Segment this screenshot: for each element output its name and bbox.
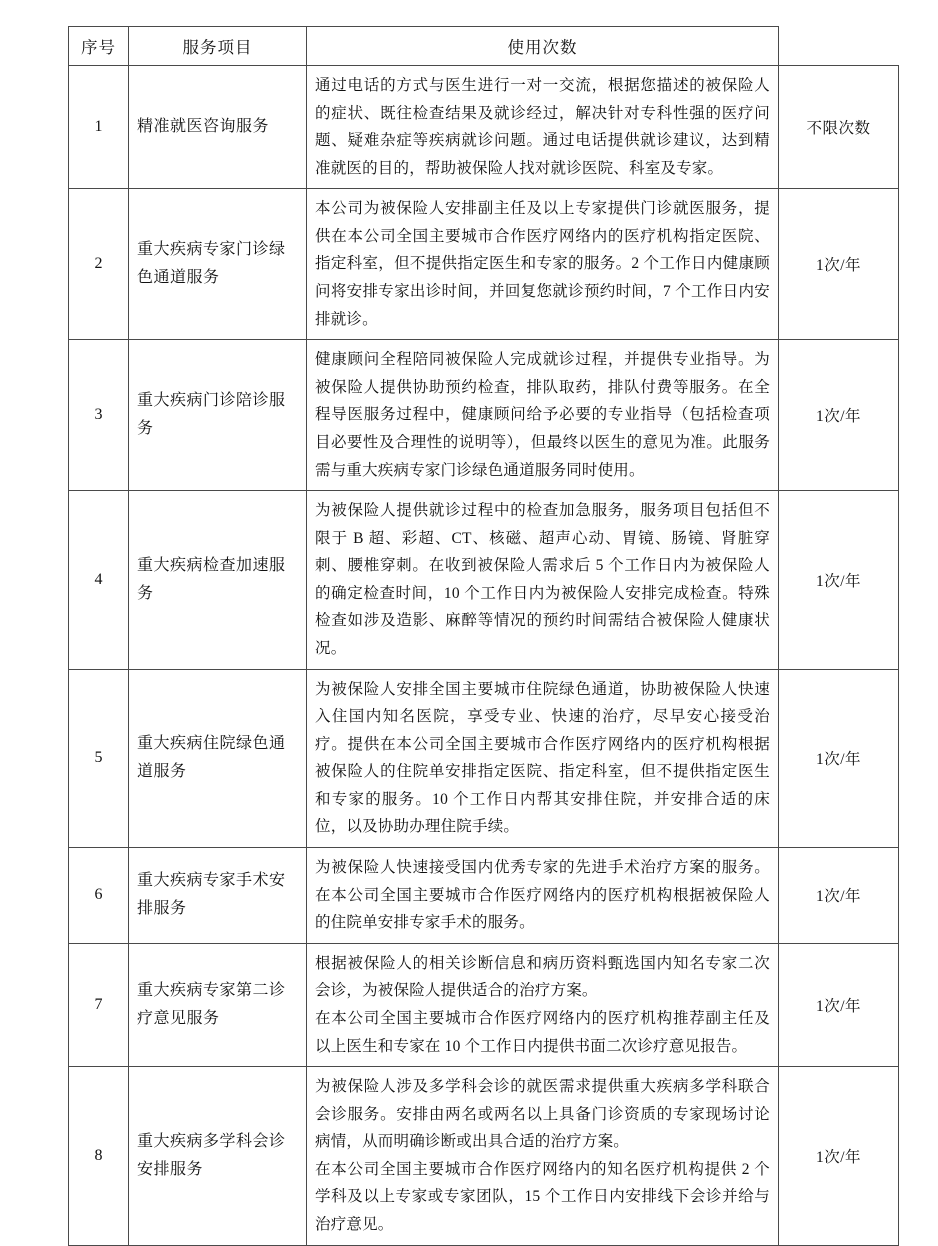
row-usage-times: 1次/年 xyxy=(779,1067,899,1245)
service-table xyxy=(68,26,899,1246)
row-usage-times: 1次/年 xyxy=(779,491,899,669)
row-service-name: 重大疾病专家第二诊疗意见服务 xyxy=(129,943,307,1066)
table-row xyxy=(69,66,899,189)
row-number: 6 xyxy=(69,848,129,944)
description-paragraph: 为被保险人安排全国主要城市住院绿色通道，协助被保险人快速入住国内知名医院，享受专业、快速的治疗，尽早安心接受治疗。提供在本公司全国主要城市合作医疗网络内的医疗机构根据被保险人的住院单安排指定医院、指定科室，但不提供指定医生和专家的服务。10 个工作日内帮其安排住院，并安排合适的床位，以及协助办理住院手续。 xyxy=(315,680,770,836)
header-cell-service: 服务项目 xyxy=(129,27,307,66)
row-service-name: 重大疾病检查加速服务 xyxy=(129,491,307,669)
row-service-description xyxy=(307,669,779,847)
description-paragraph: 为被保险人快速接受国内优秀专家的先进手术治疗方案的服务。在本公司全国主要城市合作医疗网络内的医疗机构根据被保险人的住院单安排专家手术的服务。 xyxy=(315,859,770,932)
row-service-description xyxy=(307,943,779,1066)
row-number: 2 xyxy=(69,189,129,340)
row-service-description xyxy=(307,189,779,340)
row-number: 1 xyxy=(69,66,129,189)
row-number: 5 xyxy=(69,669,129,847)
row-service-description xyxy=(307,491,779,669)
description-paragraph: 健康顾问全程陪同被保险人完成就诊过程，并提供专业指导。为被保险人提供协助预约检查，排队取药，排队付费等服务。在全程导医服务过程中，健康顾问给予必要的专业指导（包括检查项目必要性及合理性的说明等），但最终以医生的意见为准。此服务需与重大疾病专家门诊绿色通道服务同时使用。 xyxy=(315,351,770,479)
description-paragraph: 本公司为被保险人安排副主任及以上专家提供门诊就医服务，提供在本公司全国主要城市合作医疗网络内的医疗机构指定医院、指定科室，但不提供指定医生和专家的服务。2 个工作日内健康顾问将安排专家出诊时间，并回复您就诊预约时间，7 个工作日内安排就诊。 xyxy=(315,200,770,328)
row-service-name: 精准就医咨询服务 xyxy=(129,66,307,189)
table-row xyxy=(69,189,899,340)
row-service-name: 重大疾病门诊陪诊服务 xyxy=(129,340,307,491)
row-service-name: 重大疾病多学科会诊安排服务 xyxy=(129,1067,307,1245)
row-number: 3 xyxy=(69,340,129,491)
table-header-row xyxy=(69,27,899,66)
row-number: 4 xyxy=(69,491,129,669)
description-paragraph: 通过电话的方式与医生进行一对一交流，根据您描述的被保险人的症状、既往检查结果及就诊经过，解决针对专科性强的医疗问题、疑难杂症等疾病就诊问题。通过电话提供就诊建议，达到精准就医的目的，帮助被保险人找对就诊医院、科室及专家。 xyxy=(315,77,770,177)
table-row xyxy=(69,669,899,847)
row-usage-times: 不限次数 xyxy=(779,66,899,189)
table-row xyxy=(69,943,899,1066)
row-usage-times: 1次/年 xyxy=(779,669,899,847)
table-row xyxy=(69,491,899,669)
table-body xyxy=(69,66,899,1246)
table-row xyxy=(69,1067,899,1245)
row-usage-times: 1次/年 xyxy=(779,189,899,340)
row-service-description xyxy=(307,848,779,944)
table-row xyxy=(69,340,899,491)
row-usage-times: 1次/年 xyxy=(779,848,899,944)
row-service-name: 重大疾病专家手术安排服务 xyxy=(129,848,307,944)
row-service-name: 重大疾病专家门诊绿色通道服务 xyxy=(129,189,307,340)
table-row xyxy=(69,848,899,944)
row-service-name: 重大疾病住院绿色通道服务 xyxy=(129,669,307,847)
description-paragraph: 在本公司全国主要城市合作医疗网络内的医疗机构推荐副主任及以上医生和专家在 10 个工作日内提供书面二次诊疗意见报告。 xyxy=(315,1009,770,1055)
description-paragraph: 为被保险人提供就诊过程中的检查加急服务，服务项目包括但不限于 B 超、彩超、CT、核磁、超声心动、胃镜、肠镜、肾脏穿刺、腰椎穿刺。在收到被保险人需求后 5 个工作日内为被保险人的确定检查时间，10 个工作日内为被保险人安排完成检查。特殊检查如涉及造影、麻醉等情况的预约时间需结合被保险人健康状况。 xyxy=(315,502,770,657)
row-service-description xyxy=(307,1067,779,1245)
header-cell-times: 使用次数 xyxy=(307,27,779,66)
description-paragraph: 在本公司全国主要城市合作医疗网络内的知名医疗机构提供 2 个学科及以上专家或专家团队，15 个工作日内安排线下会诊并给与治疗意见。 xyxy=(315,1160,770,1233)
row-number: 7 xyxy=(69,943,129,1066)
row-number: 8 xyxy=(69,1067,129,1245)
row-usage-times: 1次/年 xyxy=(779,943,899,1066)
row-service-description xyxy=(307,66,779,189)
description-paragraph: 根据被保险人的相关诊断信息和病历资料甄选国内知名专家二次会诊，为被保险人提供适合的治疗方案。 xyxy=(315,954,770,1000)
row-usage-times: 1次/年 xyxy=(779,340,899,491)
description-paragraph: 为被保险人涉及多学科会诊的就医需求提供重大疾病多学科联合会诊服务。安排由两名或两名以上具备门诊资质的专家现场讨论病情，从而明确诊断或出具合适的治疗方案。 xyxy=(315,1078,770,1151)
table-header xyxy=(69,27,899,66)
header-cell-no: 序号 xyxy=(69,27,129,66)
row-service-description xyxy=(307,340,779,491)
